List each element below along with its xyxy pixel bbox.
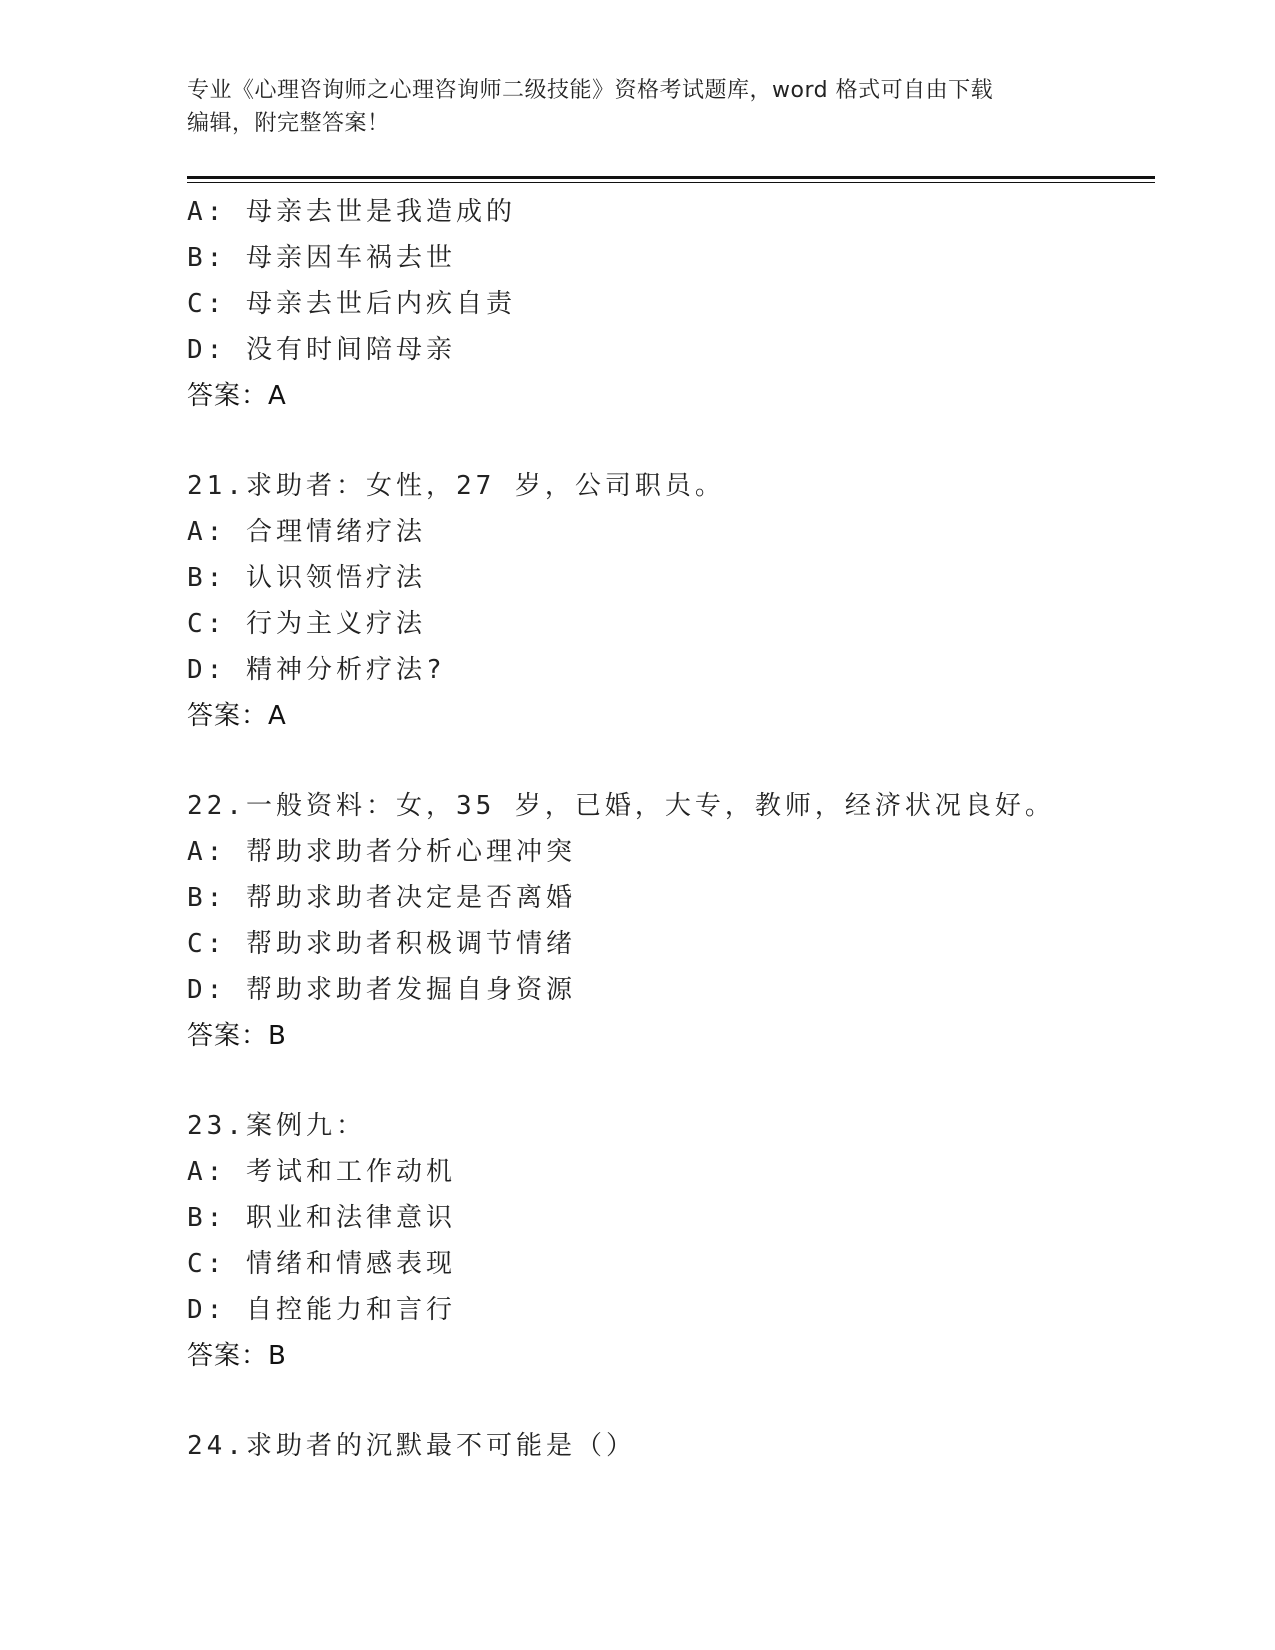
question-block xyxy=(187,1103,1147,1379)
option-a: A: 考试和工作动机 xyxy=(187,1157,456,1187)
header-line-2: 编辑，附完整答案！ xyxy=(187,111,390,136)
option-a: A: 帮助求助者分析心理冲突 xyxy=(187,837,576,867)
option-a: A: 母亲去世是我造成的 xyxy=(187,197,516,227)
answer-line: 答案：B xyxy=(187,1341,287,1371)
option-d: D: 精神分析疗法? xyxy=(187,655,446,685)
option-b: B: 母亲因车祸去世 xyxy=(187,243,456,273)
document-header xyxy=(187,74,1087,140)
option-d: D: 帮助求助者发掘自身资源 xyxy=(187,975,576,1005)
option-b: B: 帮助求助者决定是否离婚 xyxy=(187,883,576,913)
option-c: C: 行为主义疗法 xyxy=(187,609,426,639)
header-divider-thick xyxy=(187,176,1155,179)
question-title: 22.一般资料：女，35 岁，已婚，大专，教师，经济状况良好。 xyxy=(187,791,1055,821)
header-line-1: 专业《心理咨询师之心理咨询师二级技能》资格考试题库，word 格式可自由下载 xyxy=(187,78,994,103)
option-c: C: 帮助求助者积极调节情绪 xyxy=(187,929,576,959)
question-block xyxy=(187,783,1147,1059)
question-block xyxy=(187,189,1147,419)
spacer xyxy=(187,419,1147,463)
option-c: C: 母亲去世后内疚自责 xyxy=(187,289,516,319)
option-d: D: 没有时间陪母亲 xyxy=(187,335,456,365)
question-title: 24.求助者的沉默最不可能是（） xyxy=(187,1431,636,1461)
option-d: D: 自控能力和言行 xyxy=(187,1295,456,1325)
spacer xyxy=(187,1059,1147,1103)
question-block xyxy=(187,463,1147,739)
option-c: C: 情绪和情感表现 xyxy=(187,1249,456,1279)
spacer xyxy=(187,739,1147,783)
question-block xyxy=(187,1423,1147,1469)
spacer xyxy=(187,1379,1147,1423)
option-b: B: 认识领悟疗法 xyxy=(187,563,426,593)
question-list xyxy=(187,189,1147,1469)
answer-line: 答案：B xyxy=(187,1021,287,1051)
header-divider-thin xyxy=(187,182,1155,183)
option-b: B: 职业和法律意识 xyxy=(187,1203,456,1233)
option-a: A: 合理情绪疗法 xyxy=(187,517,426,547)
question-title: 21.求助者：女性，27 岁，公司职员。 xyxy=(187,471,725,501)
answer-line: 答案：A xyxy=(187,701,287,731)
answer-line: 答案：A xyxy=(187,381,287,411)
question-title: 23.案例九： xyxy=(187,1111,366,1141)
